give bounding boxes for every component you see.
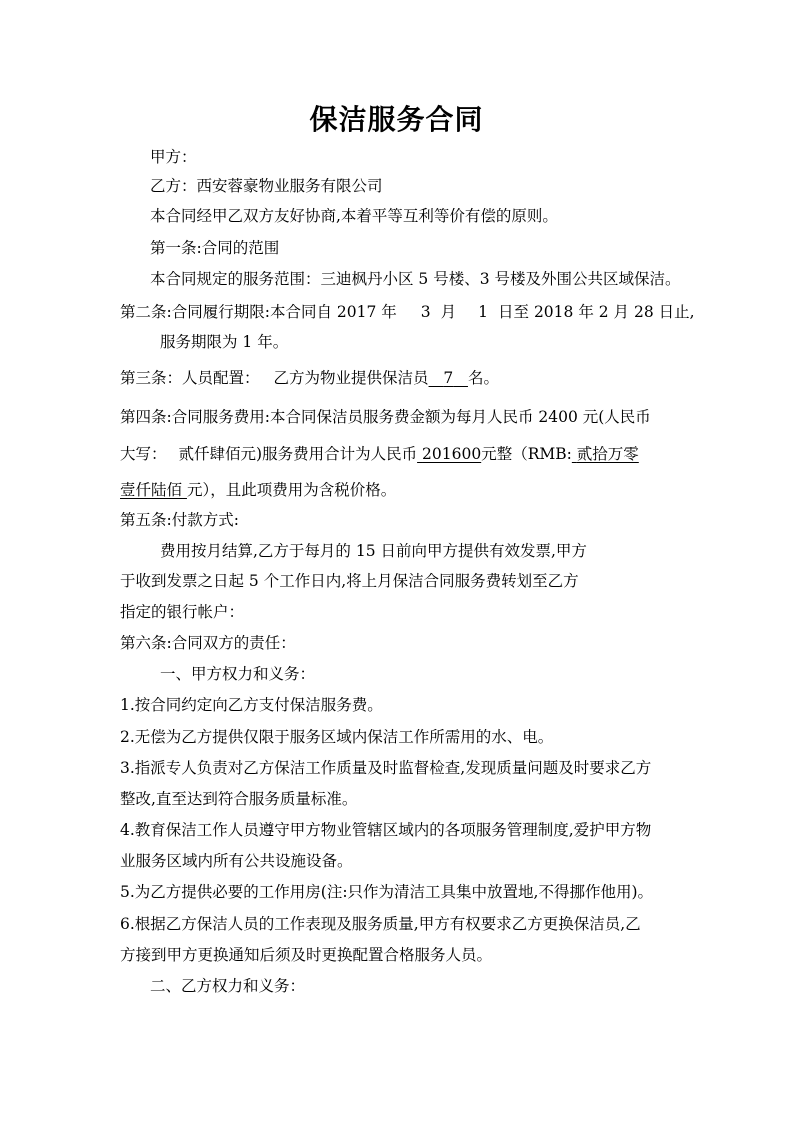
party-a-duty-4-line-1: 4.教育保洁工作人员遵守甲方物业管辖区域内的各项服务管理制度,爱护甲方物	[120, 821, 652, 839]
article-2-line-1	[120, 302, 695, 322]
article-5-line-1: 费用按月结算,乙方于每月的 15 日前向甲方提供有效发票,甲方	[160, 542, 587, 560]
article-3-prefix: 第三条：人员配置：	[120, 369, 260, 387]
article-4-rmb: 元整（RMB:	[481, 445, 572, 463]
article-2-start-day: 1	[478, 303, 489, 321]
article-2-line-2: 服务期限为 1 年。	[160, 333, 289, 351]
article-4-line-2	[120, 444, 639, 464]
party-a-duty-6-line-2: 方接到甲方更换通知后须及时更换配置合格服务人员。	[120, 946, 493, 964]
party-b: 乙方：西安蓉豪物业服务有限公司	[150, 177, 383, 195]
intro-paragraph: 本合同经甲乙双方友好协商,本着平等互利等价有偿的原则。	[150, 207, 558, 225]
cleaner-count: 7	[443, 369, 454, 387]
article-1-text: 本合同规定的服务范围：三迪枫丹小区 5 号楼、3 号楼及外围公共区域保洁。	[150, 270, 681, 288]
article-2-prefix: 第二条:合同履行期限:本合同自 2017 年	[120, 303, 397, 321]
article-3	[120, 368, 499, 388]
article-5-line-2: 于收到发票之日起 5 个工作日内,将上月保洁合同服务费转划至乙方	[120, 572, 579, 590]
amount-in-words-part-2: 壹仟陆佰	[120, 481, 183, 499]
party-a-duty-2: 2.无偿为乙方提供仅限于服务区域内保洁工作所需用的水、电。	[120, 728, 554, 746]
article-2-month-label: 月	[440, 303, 457, 321]
article-4-tax-note: 元），且此项费用为含税价格。	[186, 481, 397, 499]
party-a-duty-4-line-2: 业服务区域内所有公共设施设备。	[120, 852, 353, 870]
article-3-text: 乙方为物业提供保洁员	[273, 369, 429, 387]
article-2-start-month: 3	[420, 303, 431, 321]
article-4-total-text: 贰仟肆佰元)服务费用合计为人民币	[178, 445, 418, 463]
contract-title: 保洁服务合同	[309, 103, 484, 136]
article-4-line-1: 第四条:合同服务费用:本合同保洁员服务费金额为每月人民币 2400 元(人民币	[120, 408, 651, 426]
party-a: 甲方：	[150, 148, 197, 166]
party-a-duty-6-line-1: 6.根据乙方保洁人员的工作表现及服务质量,甲方有权要求乙方更换保洁员,乙	[120, 915, 641, 933]
section-b-heading: 二、乙方权力和义务：	[150, 977, 306, 995]
total-amount: 201600	[422, 445, 482, 463]
party-a-duty-5: 5.为乙方提供必要的工作用房(注:只作为清洁工具集中放置地,不得挪作他用)。	[120, 883, 654, 901]
party-a-duty-3-line-1: 3.指派专人负责对乙方保洁工作质量及时监督检查,发现质量问题及时要求乙方	[120, 759, 652, 777]
section-a-heading: 一、甲方权力和义务：	[160, 665, 316, 683]
amount-in-words-part-1: 贰拾万零	[576, 445, 639, 463]
article-5-line-3: 指定的银行帐户：	[120, 603, 245, 621]
party-a-duty-1: 1.按合同约定向乙方支付保洁服务费。	[120, 696, 383, 714]
article-3-suffix: 名。	[467, 369, 499, 387]
article-2-end-date: 日至 2018 年 2 月 28 日止,	[498, 303, 695, 321]
party-a-duty-3-line-2: 整改,直至达到符合服务质量标准。	[120, 790, 358, 808]
article-6-heading: 第六条:合同双方的责任：	[120, 634, 296, 652]
article-4-daxie: 大写：	[120, 445, 167, 463]
article-5-heading: 第五条:付款方式:	[120, 511, 239, 529]
article-1-heading: 第一条:合同的范围	[150, 239, 280, 257]
article-4-line-3	[120, 480, 396, 500]
